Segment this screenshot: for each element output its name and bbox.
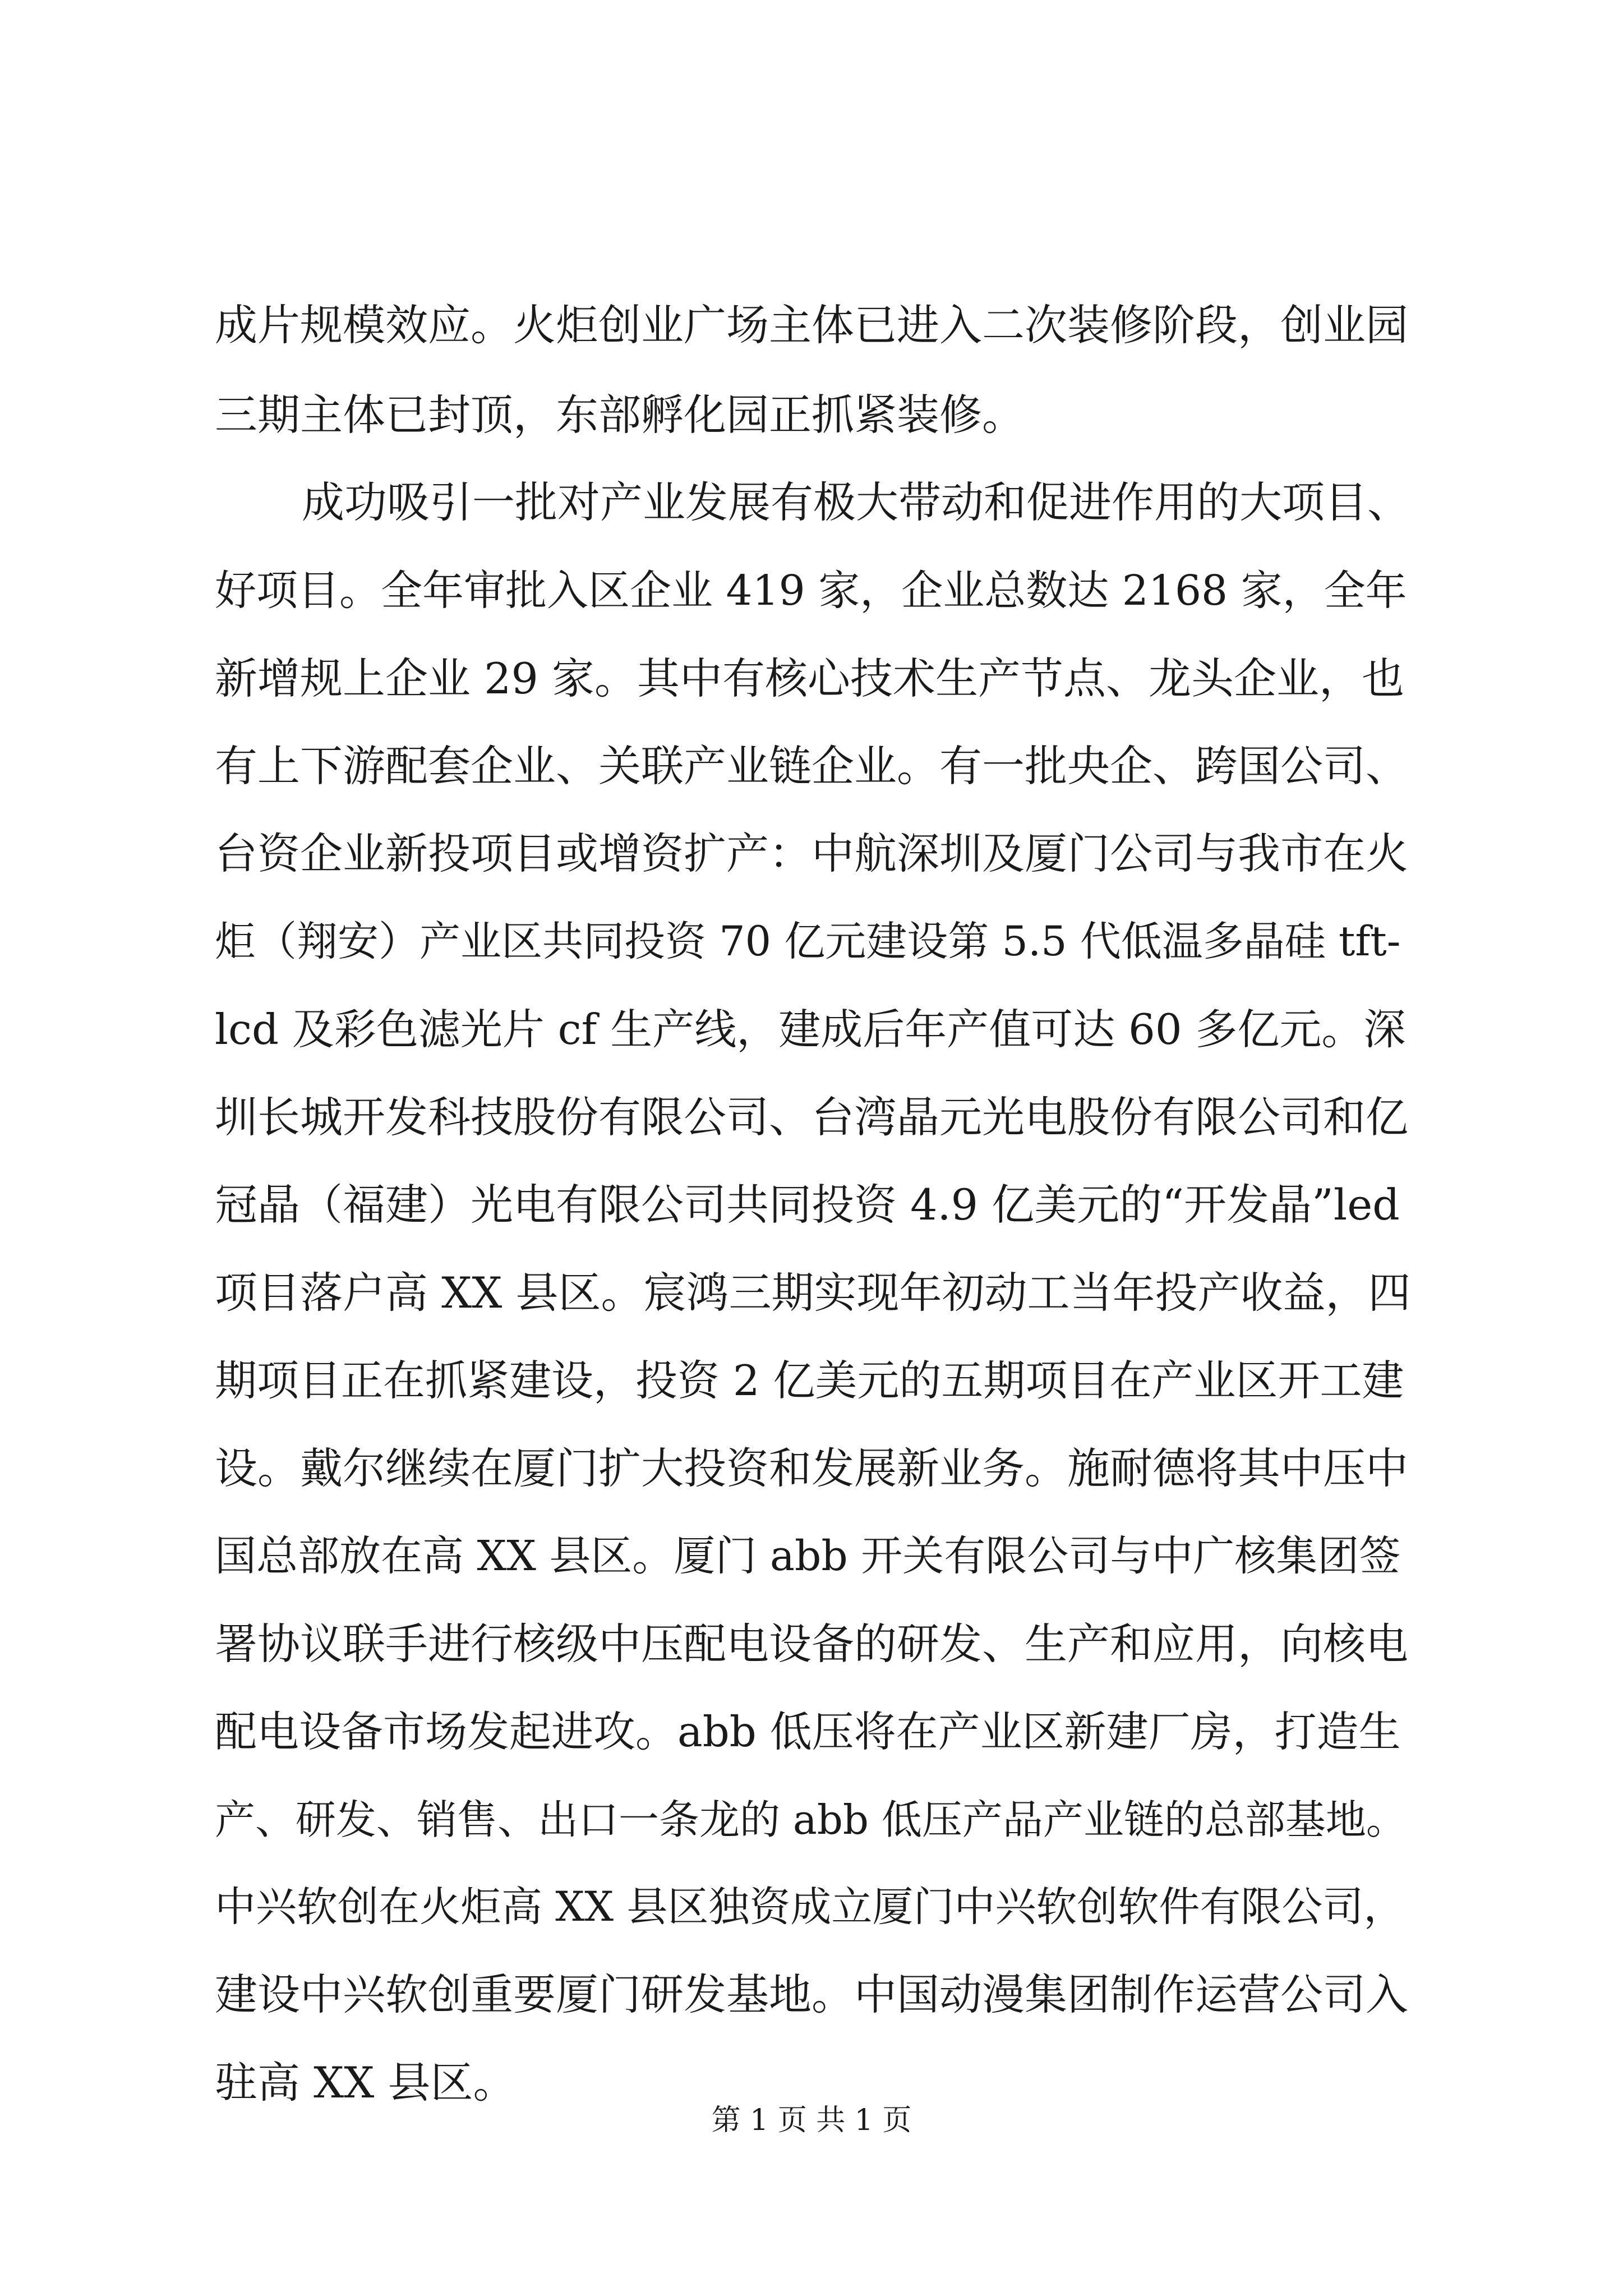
text-line: 驻高 XX 县区。 xyxy=(215,2058,516,2108)
text-line: 成功吸引一批对产业发展有极大带动和促进作用的大项目、 xyxy=(302,477,1410,527)
text-line: 成片规模效应。火炬创业广场主体已进入二次装修阶段，创业园 xyxy=(215,300,1408,350)
text-line: 配电设备市场发起进攻。abb 低压将在产业区新建厂房，打造生 xyxy=(215,1707,1401,1756)
text-line: 产、研发、销售、出口一条龙的 abb 低压产品产业链的总部基地。 xyxy=(215,1796,1407,1843)
text-line: 好项目。全年审批入区企业 419 家，企业总数达 2168 家，全年 xyxy=(215,567,1407,615)
text-line: 署协议联手进行核级中压配电设备的研发、生产和应用，向核电 xyxy=(215,1619,1408,1669)
text-line: 设。戴尔继续在厦门扩大投资和发展新业务。施耐德将其中压中 xyxy=(215,1443,1408,1493)
text-line: 新增规上企业 29 家。其中有核心技术生产节点、龙头企业，也 xyxy=(215,654,1405,703)
text-line: 有上下游配套企业、关联产业链企业。有一批央企、跨国公司、 xyxy=(215,741,1408,791)
text-line: 项目落户高 XX 县区。宸鸿三期实现年初动工当年投产收益，四 xyxy=(215,1268,1411,1318)
text-line: 国总部放在高 XX 县区。厦门 abb 开关有限公司与中广核集团签 xyxy=(215,1532,1401,1580)
text-line: 冠晶（福建）光电有限公司共同投资 4.9 亿美元的“开发晶”led xyxy=(215,1180,1400,1230)
text-line: 期项目正在抓紧建设，投资 2 亿美元的五期项目在产业区开工建 xyxy=(215,1356,1404,1405)
text-line: 三期主体已封顶，东部孵化园正抓紧装修。 xyxy=(215,390,1025,440)
text-line: 中兴软创在火炬高 XX 县区独资成立厦门中兴软创软件有限公司， xyxy=(215,1883,1405,1931)
page-footer: 第 1 页 共 1 页 xyxy=(711,2104,912,2137)
text-line: 建设中兴软创重要厦门研发基地。中国动漫集团制作运营公司入 xyxy=(215,1970,1408,2019)
text-line: 台资企业新投项目或增资扩产：中航深圳及厦门公司与我市在火 xyxy=(215,829,1408,878)
text-line: 炬（翔安）产业区共同投资 70 亿元建设第 5.5 代低温多晶硅 tft- xyxy=(215,918,1401,965)
text-line: 圳长城开发科技股份有限公司、台湾晶元光电股份有限公司和亿 xyxy=(215,1092,1408,1142)
text-line: lcd 及彩色滤光片 cf 生产线，建成后年产值可达 60 多亿元。深 xyxy=(215,1005,1406,1054)
